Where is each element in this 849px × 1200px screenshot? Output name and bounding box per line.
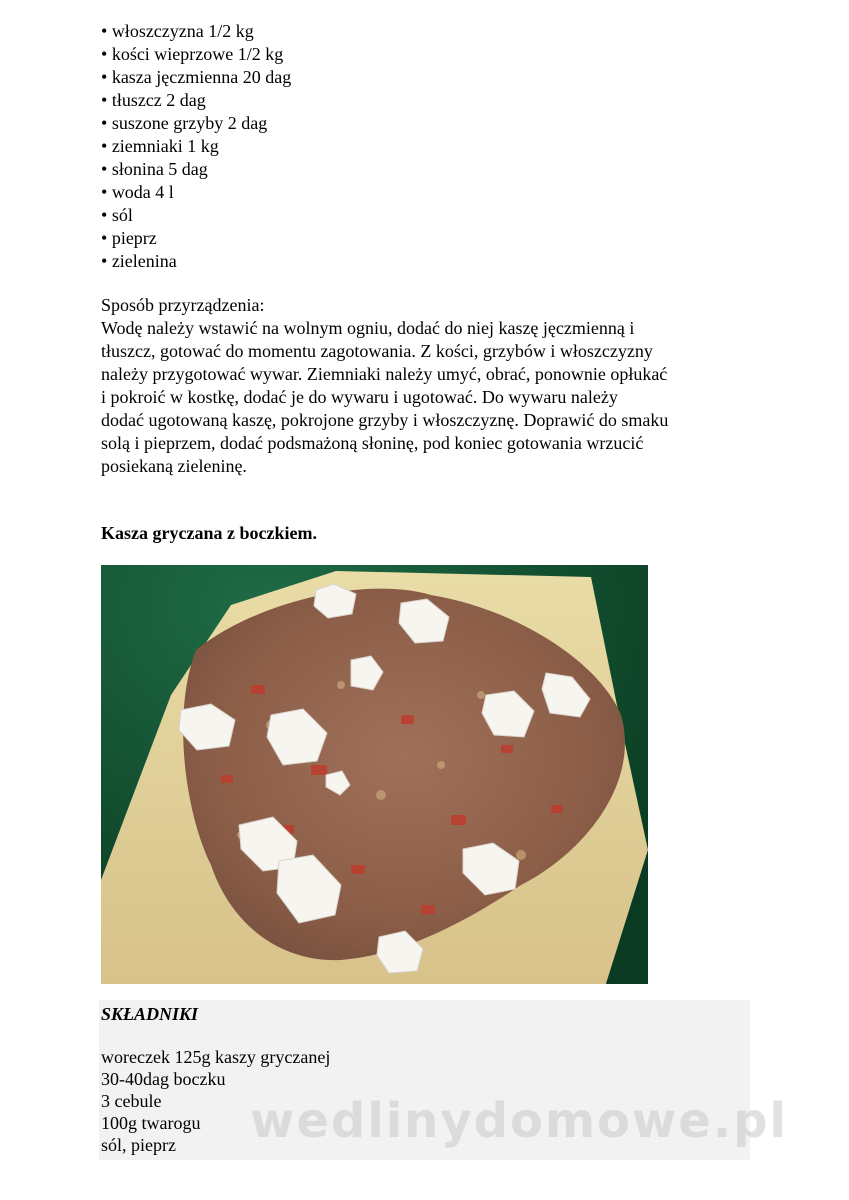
ingredient-item: • woda 4 l	[101, 181, 291, 204]
preparation-line: należy przygotować wywar. Ziemniaki należy umyć, obrać, ponownie opłukać	[101, 364, 668, 384]
preparation-line: tłuszcz, gotować do momentu zagotowania. Z kości, grzybów i włoszczyzny	[101, 341, 653, 361]
ingredient-item: • włoszczyzna 1/2 kg	[101, 20, 291, 43]
preparation-line: i pokroić w kostkę, dodać je do wywaru i ugotować. Do wywaru należy	[101, 387, 618, 407]
dish-photo	[101, 565, 648, 984]
preparation-line: posiekaną zieleninę.	[101, 456, 247, 476]
preparation-line: Wodę należy wstawić na wolnym ogniu, dodać do niej kaszę jęczmienną i	[101, 318, 635, 338]
ingredient-item: • kasza jęczmienna 20 dag	[101, 66, 291, 89]
preparation-heading: Sposób przyrządzenia:	[101, 295, 265, 315]
ingredient-list	[101, 20, 291, 273]
ingredient-item: • pieprz	[101, 227, 291, 250]
recipe-title: Kasza gryczana z boczkiem.	[101, 523, 317, 543]
ingredients-heading: SKŁADNIKI	[101, 1004, 199, 1024]
ingredient-item: woreczek 125g kaszy gryczanej	[101, 1047, 331, 1067]
ingredient-item: • ziemniaki 1 kg	[101, 135, 291, 158]
ingredient-list-2	[101, 1046, 330, 1156]
ingredient-item: • zielenina	[101, 250, 291, 273]
ingredient-item: • tłuszcz 2 dag	[101, 89, 291, 112]
ingredient-item: • sól	[101, 204, 291, 227]
watermark: wedlinydomowe.pl	[250, 1093, 788, 1149]
ingredient-item: • słonina 5 dag	[101, 158, 291, 181]
ingredient-item: 3 cebule	[101, 1091, 162, 1111]
preparation-line: dodać ugotowaną kaszę, pokrojone grzyby i włoszczyznę. Doprawić do smaku	[101, 410, 669, 430]
ingredient-item: • suszone grzyby 2 dag	[101, 112, 291, 135]
ingredient-item: 30-40dag boczku	[101, 1069, 226, 1089]
preparation-line: solą i pieprzem, dodać podsmażoną słoninę, pod koniec gotowania wrzucić	[101, 433, 644, 453]
ingredient-item: sól, pieprz	[101, 1135, 176, 1155]
ingredients-box	[99, 1000, 750, 1160]
preparation-method	[101, 294, 741, 478]
ingredient-item: • kości wieprzowe 1/2 kg	[101, 43, 291, 66]
ingredient-item: 100g twarogu	[101, 1113, 201, 1133]
